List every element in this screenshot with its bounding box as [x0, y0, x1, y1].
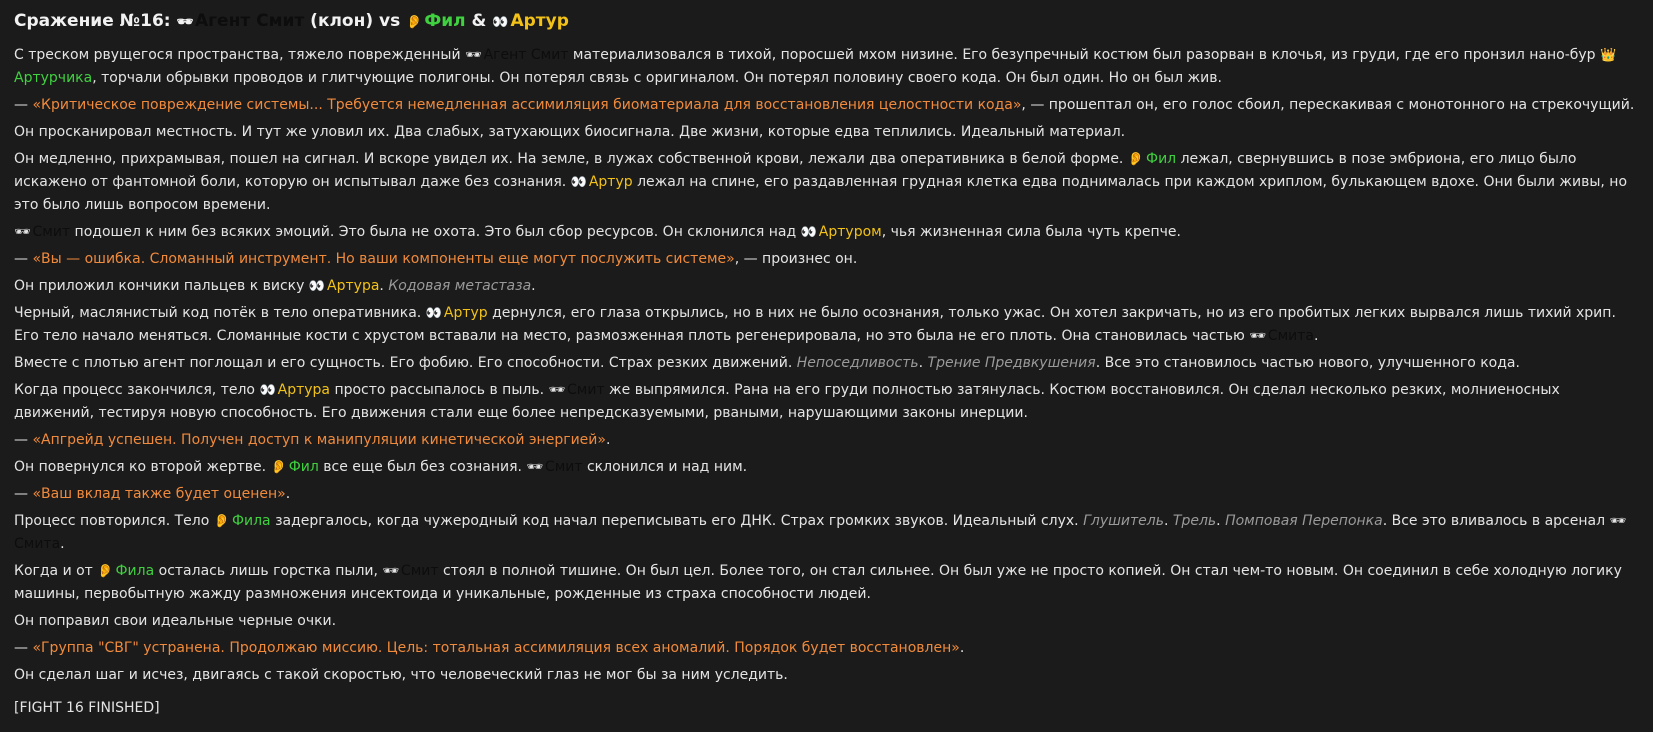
text-segment: . — [60, 536, 65, 552]
text-segment: Черный, маслянистый код потёк в тело оперативника. — [14, 305, 426, 321]
artur-mention: Артур — [588, 174, 633, 190]
ability-name: Помповая Перепонка — [1225, 513, 1383, 529]
text-segment: — — [14, 486, 33, 502]
ear-icon: 👂 — [1127, 152, 1145, 167]
crown-icon: 👑 — [1600, 48, 1617, 63]
paragraph-6 — [14, 248, 1639, 271]
artur-mention: Артура — [327, 278, 380, 294]
eyes-icon: 👀 — [425, 306, 442, 321]
ability-name: Глушитель — [1083, 513, 1164, 529]
title-prefix: Сражение №16: — [14, 11, 177, 31]
paragraph-16: Он поправил свои идеальные черные очки. — [14, 613, 337, 629]
paragraph-2 — [14, 94, 1639, 117]
paragraph-9 — [14, 352, 1639, 375]
smith-mention: Смит — [567, 382, 605, 398]
text-segment: . — [959, 640, 965, 656]
text-segment: Когда процесс закончился, тело — [14, 382, 260, 398]
quote: «Группа "СВГ" устранена. Продолжаю миссию. Цель: тотальная ассимиляция всех аномалий. Порядок будет восстановлен» — [32, 640, 960, 656]
text-segment: . — [1313, 328, 1319, 344]
paragraph-10 — [14, 379, 1639, 425]
sunglasses-icon: 🕶 — [382, 564, 399, 579]
ear-icon: 👂 — [213, 514, 230, 529]
paragraph-5 — [14, 221, 1639, 244]
text-segment: . — [1164, 513, 1173, 529]
eyes-icon: 👀 — [259, 383, 276, 398]
quote: «Апгрейд успешен. Получен доступ к манипуляции кинетической энергией» — [32, 432, 606, 448]
agent-smith-name: Агент Смит — [195, 11, 305, 31]
ear-icon: 👂 — [270, 460, 287, 475]
ability-name: Трение Предвкушения — [927, 355, 1096, 371]
phil-mention: Фил — [288, 459, 319, 475]
text-segment: Вместе с плотью агент поглощал и его сущность. Его фобию. Его способности. Страх резких движений. — [14, 355, 797, 371]
fight-title — [14, 8, 1639, 36]
text-segment: , — прошептал он, его голос сбоил, перескакивая с монотонного на стрекочущий. — [1021, 97, 1635, 113]
text-segment: просто рассыпалось в пыль. — [330, 382, 549, 398]
text-segment: стоял в полной тишине. Он был цел. Более того, он стал сильнее. Он был уже не просто копией. Он стал чем-то новым. Он соединил в себе холодную логику машины, первобытную жажду размножения инсектоида и уникальные, рожденные из страха способности людей. — [14, 563, 1622, 602]
text-segment: Процесс повторился. Тело — [14, 513, 214, 529]
ability-name: Кодовая метастаза — [388, 278, 532, 294]
text-segment: — — [14, 97, 33, 113]
smith-mention: Смит — [32, 224, 71, 240]
artur-name: Артур — [510, 11, 569, 31]
eyes-icon: 👀 — [492, 15, 509, 30]
phil-name: Фил — [424, 11, 466, 31]
smith-mention: Агент Смит — [483, 47, 569, 63]
smith-mention: Смит — [400, 563, 439, 579]
quote: «Критическое повреждение системы... Требуется немедленная ассимиляция биоматериала для восстановления целостности кода» — [32, 97, 1022, 113]
ability-name: Трель — [1172, 513, 1217, 529]
text-segment: — — [14, 432, 33, 448]
paragraph-11 — [14, 429, 1639, 452]
text-segment: подошел к ним без всяких эмоций. Это была не охота. Это был сбор ресурсов. Он склонился над — [70, 224, 801, 240]
phil-mention: Фила — [115, 563, 155, 579]
text-segment: Он приложил кончики пальцев к виску — [14, 278, 309, 294]
text-segment: материализовался в тихой, поросшей мхом низине. Его безупречный костюм был разорван в клочья, из груди, где его пронзил нано-бур — [568, 47, 1601, 63]
text-segment: . — [1216, 513, 1226, 529]
paragraph-17 — [14, 637, 1639, 660]
quote: «Вы — ошибка. Сломанный инструмент. Но ваши компоненты еще могут послужить системе» — [32, 251, 735, 267]
text-segment: . — [379, 278, 389, 294]
paragraph-8 — [14, 302, 1639, 348]
eyes-icon: 👀 — [800, 225, 817, 240]
text-segment: задергалось, когда чужеродный код начал переписывать его ДНК. Страх громких звуков. Идеальный слух. — [270, 513, 1084, 529]
paragraph-4 — [14, 148, 1639, 217]
quote: «Ваш вклад также будет оценен» — [32, 486, 286, 502]
text-segment: . — [605, 432, 611, 448]
text-segment: лежал на спине, его раздавленная грудная клетка едва поднималась при каждом хриплом, булькающем вдохе. Они были живы, но это было лишь вопросом времени. — [14, 174, 1628, 213]
phil-mention: Фила — [231, 513, 271, 529]
sunglasses-icon: 🕶 — [1609, 514, 1626, 529]
phil-mention: Фил — [1146, 151, 1177, 167]
paragraph-15 — [14, 560, 1639, 606]
text-segment: лежал, свернувшись в позе эмбриона, его лицо было искажено от фантомной боли, которую он испытывал даже без сознания. — [14, 151, 1577, 190]
sunglasses-icon: 🕶 — [14, 225, 31, 240]
sunglasses-icon: 🕶 — [526, 460, 543, 475]
paragraph-3: Он просканировал местность. И тут же уловил их. Два слабых, затухающих биосигнала. Две жизни, которые едва теплились. Идеальный материал. — [14, 124, 1126, 140]
clone-vs-text: (клон) vs — [304, 11, 407, 31]
text-segment: дернулся, его глаза открылись, но в них не было осознания, только ужас. Он хотел закричать, но из его пробитых легких вырвался лишь тихий хрип. Его тело начало меняться. Сломанные кости с хрустом вставали на место, размозженная плоть регенерировала, но это была не его плоть. Она становилась частью — [14, 305, 1616, 344]
artur-mention: Артуром — [818, 224, 882, 240]
text-segment: — — [14, 640, 33, 656]
sunglasses-icon: 🕶 — [1249, 329, 1266, 344]
ear-icon: 👂 — [406, 15, 423, 30]
sunglasses-icon: 🕶 — [548, 383, 566, 398]
text-segment: все еще был без сознания. — [318, 459, 527, 475]
paragraph-13 — [14, 483, 1639, 506]
paragraph-12 — [14, 456, 1639, 479]
text-segment: же выпрямился. Рана на его груди полностью затянулась. Костюм восстановился. Он сделал несколько резких, молниеносных движений, тестируя новую способность. Его движения стали еще более непредсказуемыми, рваными, нарушающими законы инерции. — [14, 382, 1560, 421]
text-segment: , — произнес он. — [734, 251, 858, 267]
paragraph-1 — [14, 44, 1639, 90]
text-segment: осталась лишь горстка пыли, — [154, 563, 383, 579]
smith-mention: Смит — [544, 459, 583, 475]
text-segment: . — [918, 355, 928, 371]
text-segment: , чья жизненная сила была чуть крепче. — [881, 224, 1181, 240]
text-segment: Когда и от — [14, 563, 98, 579]
text-segment: С треском рвущегося пространства, тяжело поврежденный — [14, 47, 466, 63]
text-segment: . — [531, 278, 536, 294]
text-segment: . — [285, 486, 291, 502]
text-segment: склонился и над ним. — [582, 459, 748, 475]
ear-icon: 👂 — [97, 564, 114, 579]
text-segment: — — [14, 251, 33, 267]
smith-mention: Смита — [1267, 328, 1314, 344]
eyes-icon: 👀 — [570, 175, 587, 190]
ability-name: Непоседливость — [796, 355, 919, 371]
paragraph-18: Он сделал шаг и исчез, двигаясь с такой скоростью, что человеческий глаз не мог бы за ним уследить. — [14, 667, 788, 683]
sunglasses-icon: 🕶 — [465, 48, 482, 63]
paragraph-14 — [14, 510, 1639, 556]
text-segment: . Все это становилось частью нового, улучшенного кода. — [1095, 355, 1520, 371]
sunglasses-icon: 🕶 — [176, 15, 194, 30]
paragraph-7 — [14, 275, 1639, 298]
amp-text: & — [465, 11, 493, 31]
smith-mention: Смита — [14, 536, 61, 552]
text-segment: Он медленно, прихрамывая, пошел на сигнал. И вскоре увидел их. На земле, в лужах собственной крови, лежали два оперативника в белой форме. — [14, 151, 1128, 167]
artur-mention: Артура — [277, 382, 330, 398]
text-segment: Он повернулся ко второй жертве. — [14, 459, 271, 475]
eyes-icon: 👀 — [308, 279, 326, 294]
text-segment: . Все это вливалось в арсенал — [1382, 513, 1610, 529]
artur-mention: Артур — [443, 305, 488, 321]
text-segment: , торчали обрывки проводов и глитчующие полигоны. Он потерял связь с оригиналом. Он потерял половину своего кода. Он был один. Но он был жив. — [92, 70, 1222, 86]
fight-finished-footer: [FIGHT 16 FINISHED] — [14, 700, 160, 716]
artur-mention: Артурчика — [14, 70, 93, 86]
